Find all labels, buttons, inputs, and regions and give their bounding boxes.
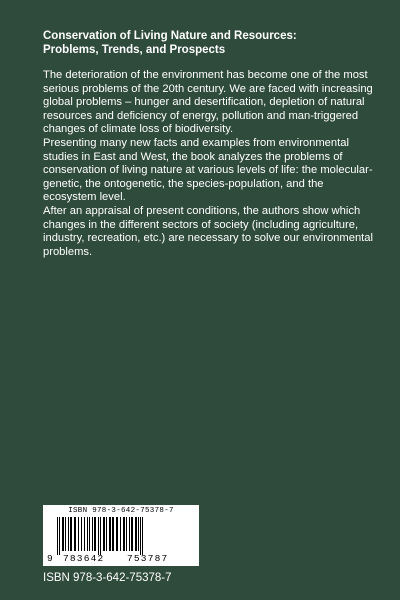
title-line-2: Problems, Trends, and Prospects: [43, 44, 226, 56]
barcode-isbn-text: ISBN 978-3-642-75378-7: [68, 507, 174, 515]
blurb-paragraph-2: Presenting many new facts and examples from environmental studies in East and West, the book analyzes the problems of conservation of living nature at various levels of life: the molecular-genetic, the ontogenetic, the species-population, and the ecosystem level.: [43, 136, 373, 204]
blurb-paragraph-3: After an appraisal of present conditions, the authors show which changes in the different sectors of society (including agriculture, industry, recreation, etc.) are necessary to solve our environmental problems.: [43, 204, 373, 258]
blurb-paragraph-1: The deterioration of the environment has become one of the most serious problems of the 20th century. We are faced with increasing global problems – hunger and desertification, depletion of natural resources and deficiency of energy, pollution and man-triggered changes of climate loss of biodiversity.: [43, 69, 373, 136]
book-title: [43, 29, 373, 57]
barcode-bars: [57, 517, 187, 555]
title-line-1: Conservation of Living Nature and Resources:: [43, 30, 297, 42]
barcode-lead-digit: 9: [47, 553, 53, 564]
barcode-digit-group-2: 753787: [127, 553, 169, 564]
isbn-label: ISBN 978-3-642-75378-7: [43, 572, 172, 584]
barcode: [43, 505, 199, 566]
barcode-digit-group-1: 783642: [63, 553, 105, 564]
blurb: [43, 69, 375, 259]
